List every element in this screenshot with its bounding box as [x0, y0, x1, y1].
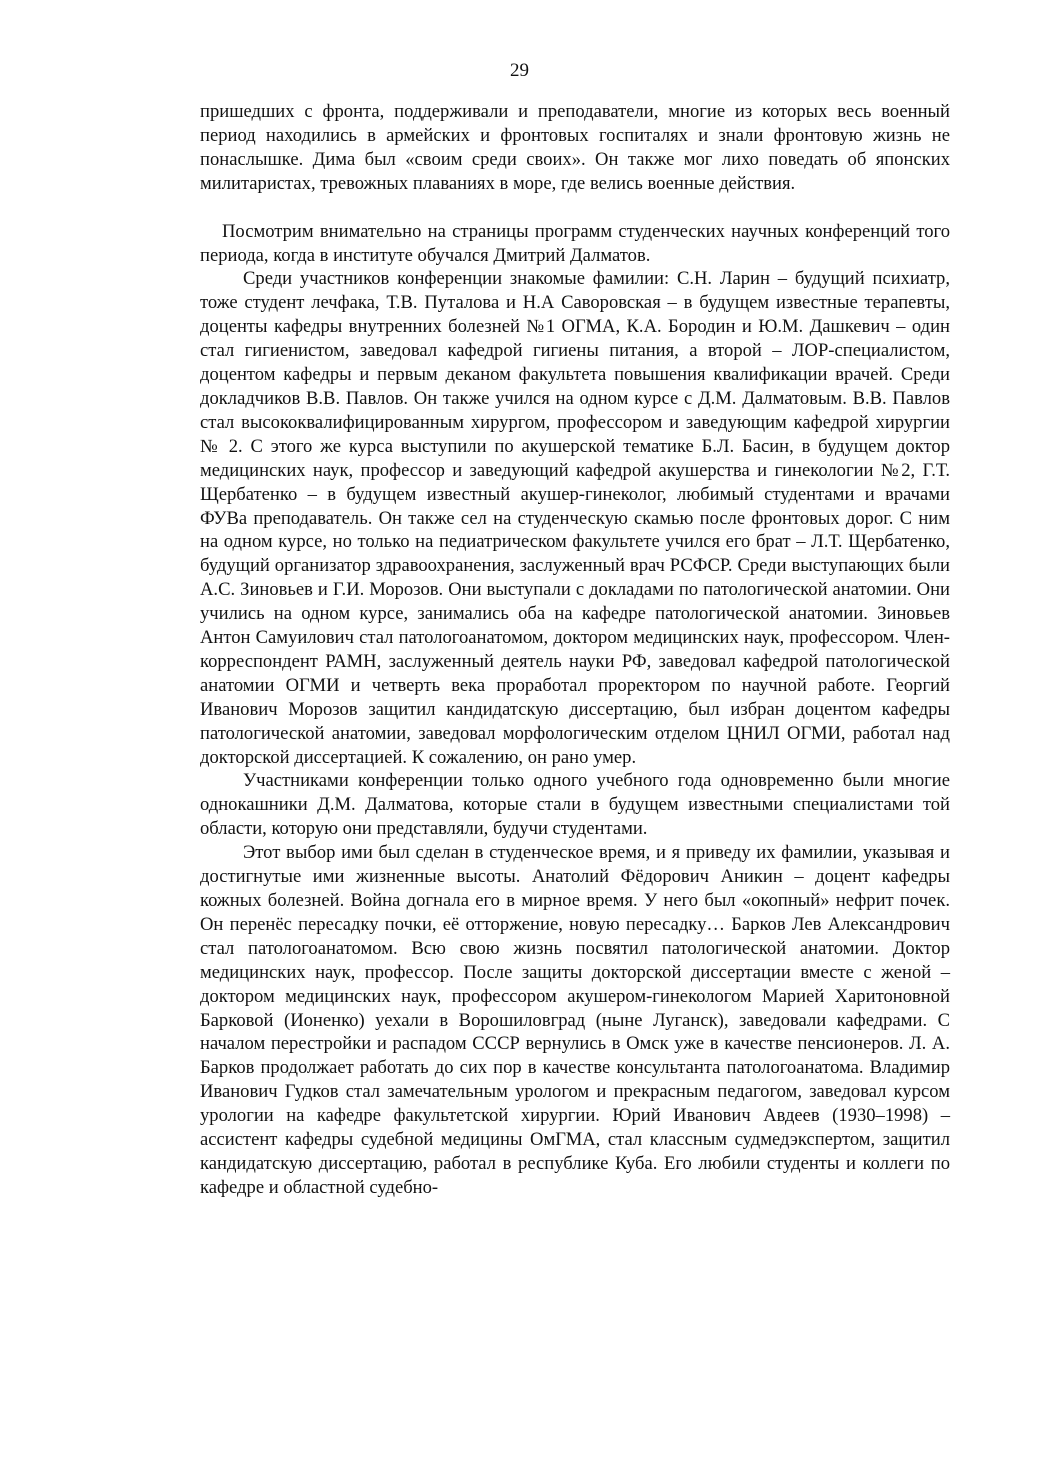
- paragraph-careers: Этот выбор ими был сделан в студенческое время, и я приведу их фамилии, указывая и достигнутые ими жизненные высоты. Анатолий Фёдорович Аникин – доцент кафедры кожных болезней. Война догнала его в мирное время. У него был «окопный» нефрит почек. Он перенёс пересадку почки, её отторжение, новую пересадку… Барков Лев Александрович стал патологоанатомом. Всю свою жизнь посвятил патологической анатомии. Доктор медицинских наук, профессор. После защиты докторской диссертации вместе с женой – доктором медицинских наук, профессором акушером-гинекологом Марией Харитоновной Барковой (Ионенко) уехали в Ворошиловград (ныне Луганск), заведовали кафедрами. С началом перестройки и распадом СССР вернулись в Омск уже в качестве пенсионеров. Л. А. Барков продолжает работать до сих пор в качестве консультанта патологоанатома. Владимир Иванович Гудков стал замечательным урологом и прекрасным педагогом, заведовал курсом урологии на кафедре факультетской хирургии. Юрий Иванович Авдеев (1930–1998) – ассистент кафедры судебной медицины ОмГМА, стал классным судмедэкспертом, защитил кандидатскую диссертацию, работал в республике Куба. Его любили студенты и коллеги по кафедре и областной судебно-: [200, 842, 950, 1198]
- paragraph-classmates: Участниками конференции только одного учебного года одновременно были многие однокашники Д.М. Далматова, которые стали в будущем известными специалистами той области, которую они представляли, будучи студентами.: [200, 770, 950, 840]
- paragraph-continuation: пришедших с фронта, поддерживали и преподаватели, многие из которых весь военный период находились в армейских и фронтовых госпиталях и знали фронтовую жизнь не понаслышке. Дима был «своим среди своих». Он также мог лихо поведать об японских милитаристах, тревожных плаваниях в море, где велись военные действия.: [200, 101, 950, 194]
- paragraph-conferences-intro: Посмотрим внимательно на страницы программ студенческих научных конференций того периода, когда в институте обучался Дмитрий Далматов.: [200, 220, 950, 266]
- paragraph-participants: Среди участников конференции знакомые фамилии: С.Н. Ларин – будущий психиатр, тоже студент лечфака, Т.В. Путалова и Н.А Саворовская – в будущем известные терапевты, доценты кафедры внутренних болезней №1 ОГМА, К.А. Бородин и Ю.М. Дашкевич – один стал гигиенистом, заведовал кафедрой гигиены питания, а второй – ЛОР-специалистом, доцентом кафедры и первым деканом факультета повышения квалификации врачей. Среди докладчиков В.В. Павлов. Он также учился на одном курсе с Д.М. Далматовым. В.В. Павлов стал высококвалифицированным хирургом, профессором и заведующим кафедрой хирургии № 2. С этого же курса выступили по акушерской тематике Б.Л. Басин, в будущем доктор медицинских наук, профессор и заведующий кафедрой акушерства и гинекологии №2, Г.Т. Щербатенко – в будущем известный акушер-гинеколог, любимый студентами и врачами ФУВа преподаватель. Он также сел на студенческую скамью после фронтовых дорог. С ним на одном курсе, но только на педиатрическом факультете учился его брат – Л.Т. Щербатенко, будущий организатор здравоохранения, заслуженный врач РСФСР. Среди выступающих были А.С. Зиновьев и Г.И. Морозов. Они выступали с докладами по патологической анатомии. Они учились на одном курсе, занимались оба на кафедре патологической анатомии. Зиновьев Антон Самуилович стал патологоанатомом, доктором медицинских наук, профессором. Член-корреспондент РАМН, заслуженный деятель науки РФ, заведовал кафедрой патологической анатомии ОГМИ и четверть века проработал проректором по научной работе. Георгий Иванович Морозов защитил кандидатскую диссертацию, был избран доцентом кафедры патологической анатомии, заведовал морфологическим отделом ЦНИЛ ОГМИ, работал над докторской диссертацией. К сожалению, он рано умер.: [200, 268, 950, 768]
- page-number: 29: [510, 60, 529, 81]
- page-body: [200, 100, 950, 1200]
